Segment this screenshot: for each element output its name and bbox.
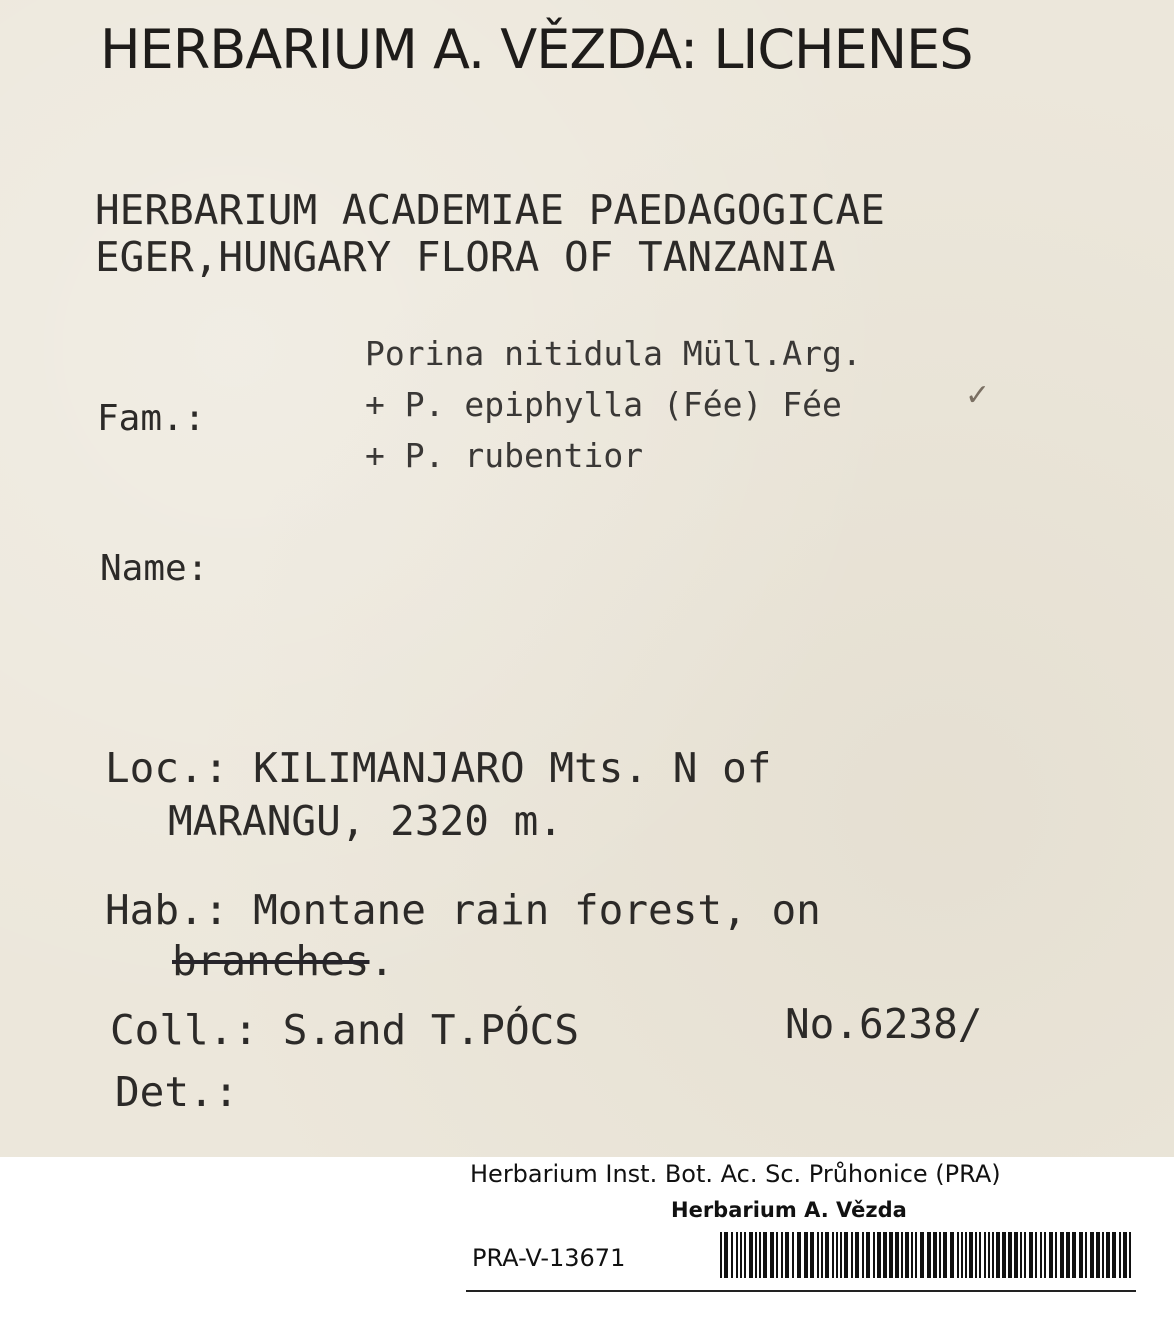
specimen-id: PRA-V-13671	[472, 1244, 626, 1272]
institution-line-2: EGER,HUNGARY FLORA OF TANZANIA	[95, 233, 836, 281]
institute-name: Herbarium Inst. Bot. Ac. Sc. Průhonice (PRA)	[470, 1160, 1001, 1188]
herbarium-name: Herbarium A. Vězda	[671, 1198, 907, 1222]
label-heading: HERBARIUM A. VĚZDA: LICHENES	[100, 18, 973, 81]
habitat-period: .	[369, 937, 395, 985]
barcode-icon	[720, 1232, 1134, 1278]
locality-line-2: MARANGU, 2320 m.	[168, 797, 563, 845]
check-mark-icon: ✓	[965, 378, 991, 413]
institution-line-1: HERBARIUM ACADEMIAE PAEDAGOGICAE	[95, 186, 885, 234]
determiner-label: Det.:	[115, 1068, 239, 1116]
name-label: Name:	[100, 548, 209, 589]
species-line-2: + P. epiphylla (Fée) Fée	[365, 385, 842, 424]
species-line-3: + P. rubentior	[365, 436, 644, 475]
habitat-line-1: Hab.: Montane rain forest, on	[105, 886, 821, 934]
collection-footer	[466, 1160, 1136, 1292]
species-line-1: Porina nitidula Müll.Arg.	[365, 334, 862, 373]
collection-number: No.6238/	[785, 1000, 983, 1048]
family-label: Fam.:	[97, 398, 206, 439]
collector-line: Coll.: S.and T.PÓCS	[110, 1006, 579, 1054]
locality-line-1: Loc.: KILIMANJARO Mts. N of	[105, 744, 772, 792]
habitat-line-2	[172, 937, 394, 985]
habitat-struck-word: branches	[172, 937, 370, 985]
